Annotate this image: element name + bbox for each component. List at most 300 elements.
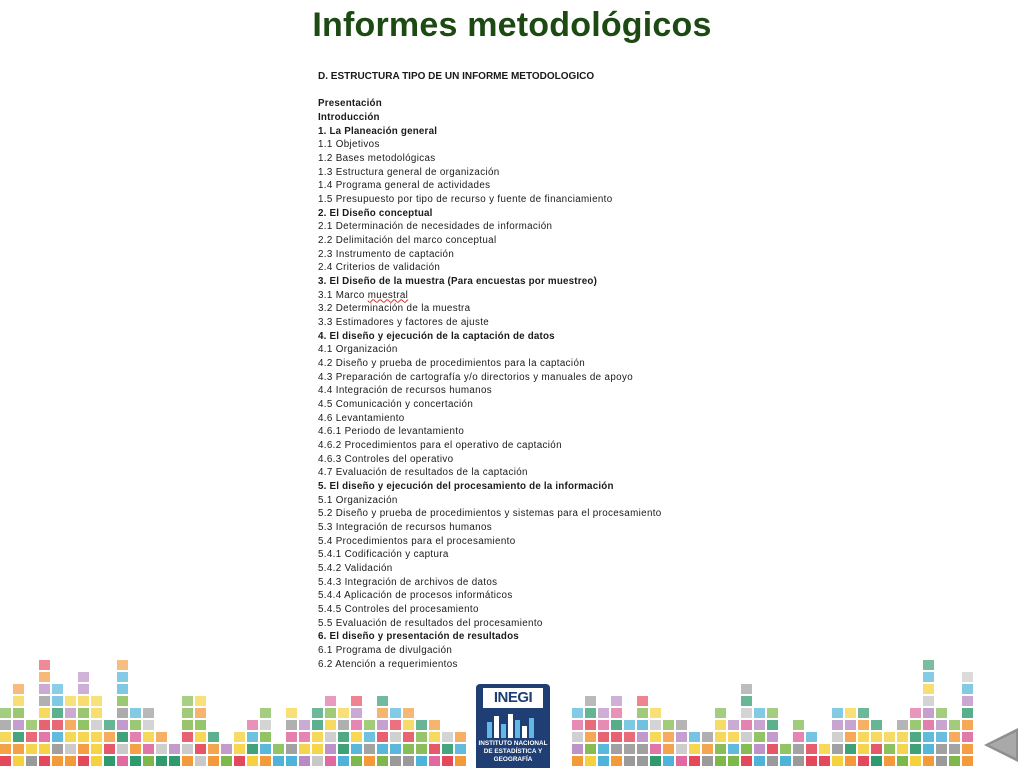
toc-line: 4.7 Evaluación de resultados de la captación xyxy=(318,467,528,479)
mosaic-tile xyxy=(754,708,765,718)
mosaic-tile xyxy=(598,756,609,766)
toc-line: 3.3 Estimadores y factores de ajuste xyxy=(318,316,490,328)
mosaic-tile xyxy=(351,708,362,718)
mosaic-tile xyxy=(650,720,661,730)
mosaic-tile xyxy=(689,756,700,766)
mosaic-tile xyxy=(806,744,817,754)
toc-line: 2. El Diseño conceptual xyxy=(318,207,433,219)
toc-line: 4. El diseño y ejecución de la captación de datos xyxy=(318,330,555,342)
mosaic-tile xyxy=(676,732,687,742)
mosaic-tile xyxy=(91,744,102,754)
mosaic-tile xyxy=(923,708,934,718)
mosaic-tile xyxy=(39,672,50,682)
mosaic-tile xyxy=(299,756,310,766)
mosaic-tile xyxy=(663,732,674,742)
mosaic-tile xyxy=(130,744,141,754)
mosaic-tile xyxy=(247,744,258,754)
mosaic-tile xyxy=(962,744,973,754)
mosaic-tile xyxy=(715,708,726,718)
mosaic-tile xyxy=(390,720,401,730)
mosaic-tile xyxy=(598,732,609,742)
mosaic-tile xyxy=(182,696,193,706)
mosaic-tile xyxy=(78,756,89,766)
mosaic-tile xyxy=(286,732,297,742)
mosaic-tile xyxy=(923,732,934,742)
mosaic-tile xyxy=(364,732,375,742)
toc-line: 5.4.2 Validación xyxy=(318,563,393,575)
mosaic-tile xyxy=(598,720,609,730)
mosaic-tile xyxy=(91,732,102,742)
mosaic-tile xyxy=(429,744,440,754)
mosaic-tile xyxy=(91,756,102,766)
mosaic-tile xyxy=(403,756,414,766)
toc-line: 3.2 Determinación de la muestra xyxy=(318,303,471,315)
mosaic-tile xyxy=(650,732,661,742)
mosaic-tile xyxy=(234,744,245,754)
mosaic-tile xyxy=(741,684,752,694)
logo-bars-icon xyxy=(486,712,540,738)
toc-line: 2.4 Criterios de validación xyxy=(318,262,441,274)
toc-line: 6.2 Atención a requerimientos xyxy=(318,658,458,670)
mosaic-tile xyxy=(351,732,362,742)
toc-line: 2.1 Determinación de necesidades de información xyxy=(318,221,553,233)
mosaic-tile xyxy=(455,744,466,754)
mosaic-tile xyxy=(572,744,583,754)
mosaic-tile xyxy=(390,732,401,742)
mosaic-tile xyxy=(962,672,973,682)
mosaic-tile xyxy=(208,732,219,742)
mosaic-tile xyxy=(78,672,89,682)
mosaic-tile xyxy=(208,744,219,754)
mosaic-tile xyxy=(962,684,973,694)
mosaic-tile xyxy=(585,708,596,718)
mosaic-tile xyxy=(13,756,24,766)
mosaic-tile xyxy=(65,744,76,754)
mosaic-tile xyxy=(117,672,128,682)
mosaic-tile xyxy=(364,720,375,730)
mosaic-tile xyxy=(715,756,726,766)
mosaic-tile xyxy=(351,756,362,766)
logo-caption-line2: DE ESTADÍSTICA Y GEOGRAFÍA xyxy=(483,748,543,763)
mosaic-tile xyxy=(871,744,882,754)
mosaic-tile xyxy=(715,744,726,754)
toc-line: 3. El Diseño de la muestra (Para encuestas por muestreo) xyxy=(318,275,598,287)
mosaic-tile xyxy=(104,720,115,730)
mosaic-tile xyxy=(962,708,973,718)
mosaic-tile xyxy=(429,732,440,742)
mosaic-tile xyxy=(793,744,804,754)
mosaic-tile xyxy=(221,756,232,766)
mosaic-tile xyxy=(611,720,622,730)
mosaic-tile xyxy=(78,708,89,718)
mosaic-tile xyxy=(936,732,947,742)
mosaic-tile xyxy=(65,696,76,706)
mosaic-tile xyxy=(156,732,167,742)
mosaic-tile xyxy=(767,720,778,730)
previous-slide-button[interactable] xyxy=(980,726,1020,764)
mosaic-tile xyxy=(936,744,947,754)
mosaic-tile xyxy=(377,732,388,742)
mosaic-tile xyxy=(403,720,414,730)
mosaic-tile xyxy=(936,756,947,766)
mosaic-tile xyxy=(910,708,921,718)
mosaic-tile xyxy=(78,732,89,742)
mosaic-tile xyxy=(793,732,804,742)
mosaic-tile xyxy=(949,720,960,730)
mosaic-tile xyxy=(13,732,24,742)
mosaic-tile xyxy=(858,756,869,766)
mosaic-tile xyxy=(637,756,648,766)
mosaic-tile xyxy=(182,708,193,718)
mosaic-tile xyxy=(676,744,687,754)
mosaic-tile xyxy=(754,756,765,766)
mosaic-tile xyxy=(78,684,89,694)
mosaic-tile xyxy=(338,720,349,730)
mosaic-tile xyxy=(195,696,206,706)
mosaic-tile xyxy=(52,684,63,694)
mosaic-tile xyxy=(143,732,154,742)
mosaic-tile xyxy=(312,708,323,718)
mosaic-tile xyxy=(845,720,856,730)
mosaic-tile xyxy=(585,756,596,766)
mosaic-tile xyxy=(884,744,895,754)
mosaic-tile xyxy=(962,732,973,742)
toc-line: 4.4 Integración de recursos humanos xyxy=(318,385,492,397)
mosaic-tile xyxy=(702,756,713,766)
mosaic-tile xyxy=(364,756,375,766)
mosaic-tile xyxy=(910,744,921,754)
mosaic-tile xyxy=(143,744,154,754)
mosaic-tile xyxy=(637,720,648,730)
mosaic-tile xyxy=(832,744,843,754)
mosaic-tile xyxy=(325,744,336,754)
toc-line: 1.4 Programa general de actividades xyxy=(318,180,491,192)
mosaic-tile xyxy=(312,720,323,730)
mosaic-tile xyxy=(338,732,349,742)
mosaic-tile xyxy=(377,720,388,730)
mosaic-tile xyxy=(741,732,752,742)
mosaic-tile xyxy=(442,732,453,742)
mosaic-tile xyxy=(650,744,661,754)
mosaic-tile xyxy=(702,732,713,742)
mosaic-tile xyxy=(858,732,869,742)
toc-line: Introducción xyxy=(318,111,380,123)
mosaic-tile xyxy=(871,732,882,742)
mosaic-tile xyxy=(104,732,115,742)
mosaic-tile xyxy=(117,732,128,742)
mosaic-tile xyxy=(182,720,193,730)
toc-line: 5.1 Organización xyxy=(318,494,398,506)
mosaic-tile xyxy=(884,756,895,766)
mosaic-tile xyxy=(364,744,375,754)
mosaic-tile xyxy=(780,744,791,754)
mosaic-tile xyxy=(169,756,180,766)
mosaic-tile xyxy=(39,720,50,730)
mosaic-tile xyxy=(13,744,24,754)
toc-line: 3.1 Marco muestral xyxy=(318,289,409,301)
document-image xyxy=(318,70,738,671)
mosaic-tile xyxy=(676,720,687,730)
mosaic-tile xyxy=(195,732,206,742)
mosaic-tile xyxy=(455,756,466,766)
mosaic-tile xyxy=(39,732,50,742)
mosaic-tile xyxy=(715,720,726,730)
spellcheck-underline: muestral xyxy=(367,289,409,301)
mosaic-tile xyxy=(897,720,908,730)
mosaic-tile xyxy=(117,696,128,706)
toc-line: 1.2 Bases metodológicas xyxy=(318,152,436,164)
mosaic-tile xyxy=(741,708,752,718)
mosaic-tile xyxy=(572,756,583,766)
mosaic-tile xyxy=(637,732,648,742)
mosaic-tile xyxy=(377,744,388,754)
mosaic-tile xyxy=(858,744,869,754)
mosaic-tile xyxy=(585,720,596,730)
mosaic-tile xyxy=(845,756,856,766)
mosaic-tile xyxy=(286,720,297,730)
mosaic-tile xyxy=(325,756,336,766)
mosaic-tile xyxy=(325,696,336,706)
mosaic-tile xyxy=(663,744,674,754)
mosaic-tile xyxy=(117,744,128,754)
toc-line: 1.1 Objetivos xyxy=(318,139,380,151)
mosaic-tile xyxy=(728,744,739,754)
mosaic-tile xyxy=(741,744,752,754)
mosaic-tile xyxy=(78,696,89,706)
toc-line: 5.3 Integración de recursos humanos xyxy=(318,522,492,534)
toc-line: 5.4.5 Controles del procesamiento xyxy=(318,604,479,616)
mosaic-tile xyxy=(377,708,388,718)
mosaic-tile xyxy=(117,720,128,730)
mosaic-tile xyxy=(871,756,882,766)
mosaic-tile xyxy=(715,732,726,742)
toc-line: 5. El diseño y ejecución del procesamiento de la información xyxy=(318,481,614,492)
mosaic-tile xyxy=(221,744,232,754)
mosaic-tile xyxy=(182,756,193,766)
mosaic-tile xyxy=(845,708,856,718)
mosaic-tile xyxy=(780,756,791,766)
toc-line: 1.5 Presupuesto por tipo de recurso y fuente de financiamiento xyxy=(318,193,613,205)
mosaic-tile xyxy=(39,660,50,670)
mosaic-tile xyxy=(663,720,674,730)
mosaic-tile xyxy=(390,744,401,754)
mosaic-tile xyxy=(663,756,674,766)
mosaic-tile xyxy=(117,708,128,718)
mosaic-tile xyxy=(741,720,752,730)
mosaic-tile xyxy=(65,732,76,742)
mosaic-tile xyxy=(143,708,154,718)
mosaic-tile xyxy=(949,744,960,754)
mosaic-tile xyxy=(52,696,63,706)
mosaic-tile xyxy=(923,756,934,766)
mosaic-tile xyxy=(195,744,206,754)
mosaic-tile xyxy=(923,744,934,754)
slide-title: Informes metodológicos xyxy=(312,6,712,44)
mosaic-tile xyxy=(312,744,323,754)
mosaic-tile xyxy=(104,744,115,754)
mosaic-tile xyxy=(390,756,401,766)
mosaic-tile xyxy=(416,720,427,730)
toc-line: 5.5 Evaluación de resultados del procesamiento xyxy=(318,617,543,629)
mosaic-tile xyxy=(962,720,973,730)
toc-line: 4.2 Diseño y prueba de procedimientos para la captación xyxy=(318,357,586,369)
toc-line: 1.3 Estructura general de organización xyxy=(318,166,500,178)
mosaic-tile xyxy=(585,732,596,742)
mosaic-tile xyxy=(403,744,414,754)
mosaic-tile xyxy=(793,756,804,766)
mosaic-tile xyxy=(13,696,24,706)
toc-line: 4.3 Preparación de cartografía y/o directorios y manuales de apoyo xyxy=(318,371,633,383)
mosaic-tile xyxy=(442,744,453,754)
mosaic-tile xyxy=(195,756,206,766)
mosaic-tile xyxy=(455,732,466,742)
mosaic-tile xyxy=(130,708,141,718)
mosaic-tile xyxy=(130,720,141,730)
mosaic-tile xyxy=(637,744,648,754)
mosaic-tile xyxy=(611,744,622,754)
mosaic-tile xyxy=(832,708,843,718)
mosaic-tile xyxy=(65,708,76,718)
mosaic-tile xyxy=(169,744,180,754)
mosaic-tile xyxy=(832,756,843,766)
mosaic-tile xyxy=(195,708,206,718)
mosaic-tile xyxy=(39,744,50,754)
mosaic-tile xyxy=(728,732,739,742)
mosaic-tile xyxy=(910,756,921,766)
mosaic-tile xyxy=(416,732,427,742)
mosaic-tile xyxy=(806,756,817,766)
document-heading: D. ESTRUCTURA TIPO DE UN INFORME METODOLOGICO xyxy=(318,71,595,82)
table-of-contents xyxy=(318,97,738,671)
mosaic-tile xyxy=(26,732,37,742)
toc-line: 6.1 Programa de divulgación xyxy=(318,645,453,657)
mosaic-tile xyxy=(390,708,401,718)
mosaic-tile xyxy=(624,756,635,766)
mosaic-tile xyxy=(260,732,271,742)
mosaic-tile xyxy=(260,708,271,718)
mosaic-tile xyxy=(26,744,37,754)
mosaic-tile xyxy=(637,708,648,718)
mosaic-tile xyxy=(962,696,973,706)
mosaic-tile xyxy=(39,696,50,706)
mosaic-tile xyxy=(741,756,752,766)
spacer xyxy=(318,84,738,98)
mosaic-tile xyxy=(611,708,622,718)
mosaic-tile xyxy=(299,732,310,742)
mosaic-tile xyxy=(897,732,908,742)
mosaic-tile xyxy=(312,756,323,766)
mosaic-tile xyxy=(247,756,258,766)
mosaic-tile xyxy=(338,708,349,718)
toc-line: 6. El diseño y presentación de resultados xyxy=(318,631,519,643)
mosaic-tile xyxy=(247,732,258,742)
mosaic-tile xyxy=(923,720,934,730)
mosaic-tile xyxy=(949,732,960,742)
mosaic-tile xyxy=(52,744,63,754)
mosaic-tile xyxy=(143,756,154,766)
mosaic-tile xyxy=(936,708,947,718)
mosaic-tile xyxy=(52,732,63,742)
mosaic-tile xyxy=(429,756,440,766)
mosaic-tile xyxy=(585,696,596,706)
mosaic-tile xyxy=(754,744,765,754)
toc-line: 4.1 Organización xyxy=(318,344,398,356)
mosaic-tile xyxy=(819,744,830,754)
mosaic-tile xyxy=(325,720,336,730)
mosaic-tile xyxy=(247,720,258,730)
mosaic-tile xyxy=(325,732,336,742)
mosaic-tile xyxy=(793,720,804,730)
mosaic-tile xyxy=(741,696,752,706)
mosaic-tile xyxy=(156,756,167,766)
mosaic-tile xyxy=(572,732,583,742)
mosaic-tile xyxy=(0,708,11,718)
mosaic-tile xyxy=(91,696,102,706)
mosaic-tile xyxy=(65,720,76,730)
mosaic-tile xyxy=(91,708,102,718)
mosaic-tile xyxy=(754,732,765,742)
mosaic-tile xyxy=(78,744,89,754)
mosaic-tile xyxy=(325,708,336,718)
mosaic-tile xyxy=(286,744,297,754)
mosaic-tile xyxy=(234,756,245,766)
mosaic-tile xyxy=(260,756,271,766)
mosaic-tile xyxy=(598,708,609,718)
mosaic-tile xyxy=(858,708,869,718)
mosaic-tile xyxy=(52,720,63,730)
mosaic-tile xyxy=(351,744,362,754)
triangle-left-icon xyxy=(980,726,1020,764)
mosaic-tile xyxy=(624,732,635,742)
toc-line: 5.4 Procedimientos para el procesamiento xyxy=(318,535,516,547)
mosaic-tile xyxy=(299,720,310,730)
toc-line: 4.6.1 Periodo de levantamiento xyxy=(318,426,465,438)
mosaic-tile xyxy=(845,732,856,742)
mosaic-tile xyxy=(13,720,24,730)
inegi-logo xyxy=(476,684,550,768)
mosaic-tile xyxy=(923,684,934,694)
mosaic-tile xyxy=(312,732,323,742)
mosaic-tile xyxy=(689,732,700,742)
mosaic-tile xyxy=(52,708,63,718)
logo-caption xyxy=(476,740,550,764)
mosaic-tile xyxy=(104,756,115,766)
mosaic-tile xyxy=(624,744,635,754)
toc-line: 4.6.2 Procedimientos para el operativo de captación xyxy=(318,439,562,451)
mosaic-tile xyxy=(871,720,882,730)
toc-line: 4.6.3 Controles del operativo xyxy=(318,453,454,465)
mosaic-tile xyxy=(208,756,219,766)
mosaic-tile xyxy=(195,720,206,730)
mosaic-tile xyxy=(351,720,362,730)
mosaic-tile xyxy=(273,756,284,766)
mosaic-tile xyxy=(702,744,713,754)
mosaic-tile xyxy=(403,708,414,718)
mosaic-tile xyxy=(260,720,271,730)
mosaic-tile xyxy=(78,720,89,730)
logo-wordmark: INEGI xyxy=(483,688,543,708)
mosaic-tile xyxy=(884,732,895,742)
mosaic-tile xyxy=(910,732,921,742)
toc-line: 4.5 Comunicación y concertación xyxy=(318,398,474,410)
mosaic-tile xyxy=(728,720,739,730)
mosaic-tile xyxy=(182,744,193,754)
mosaic-tile xyxy=(962,756,973,766)
mosaic-tile xyxy=(143,720,154,730)
mosaic-tile xyxy=(0,744,11,754)
mosaic-tile xyxy=(923,660,934,670)
mosaic-tile xyxy=(65,756,76,766)
